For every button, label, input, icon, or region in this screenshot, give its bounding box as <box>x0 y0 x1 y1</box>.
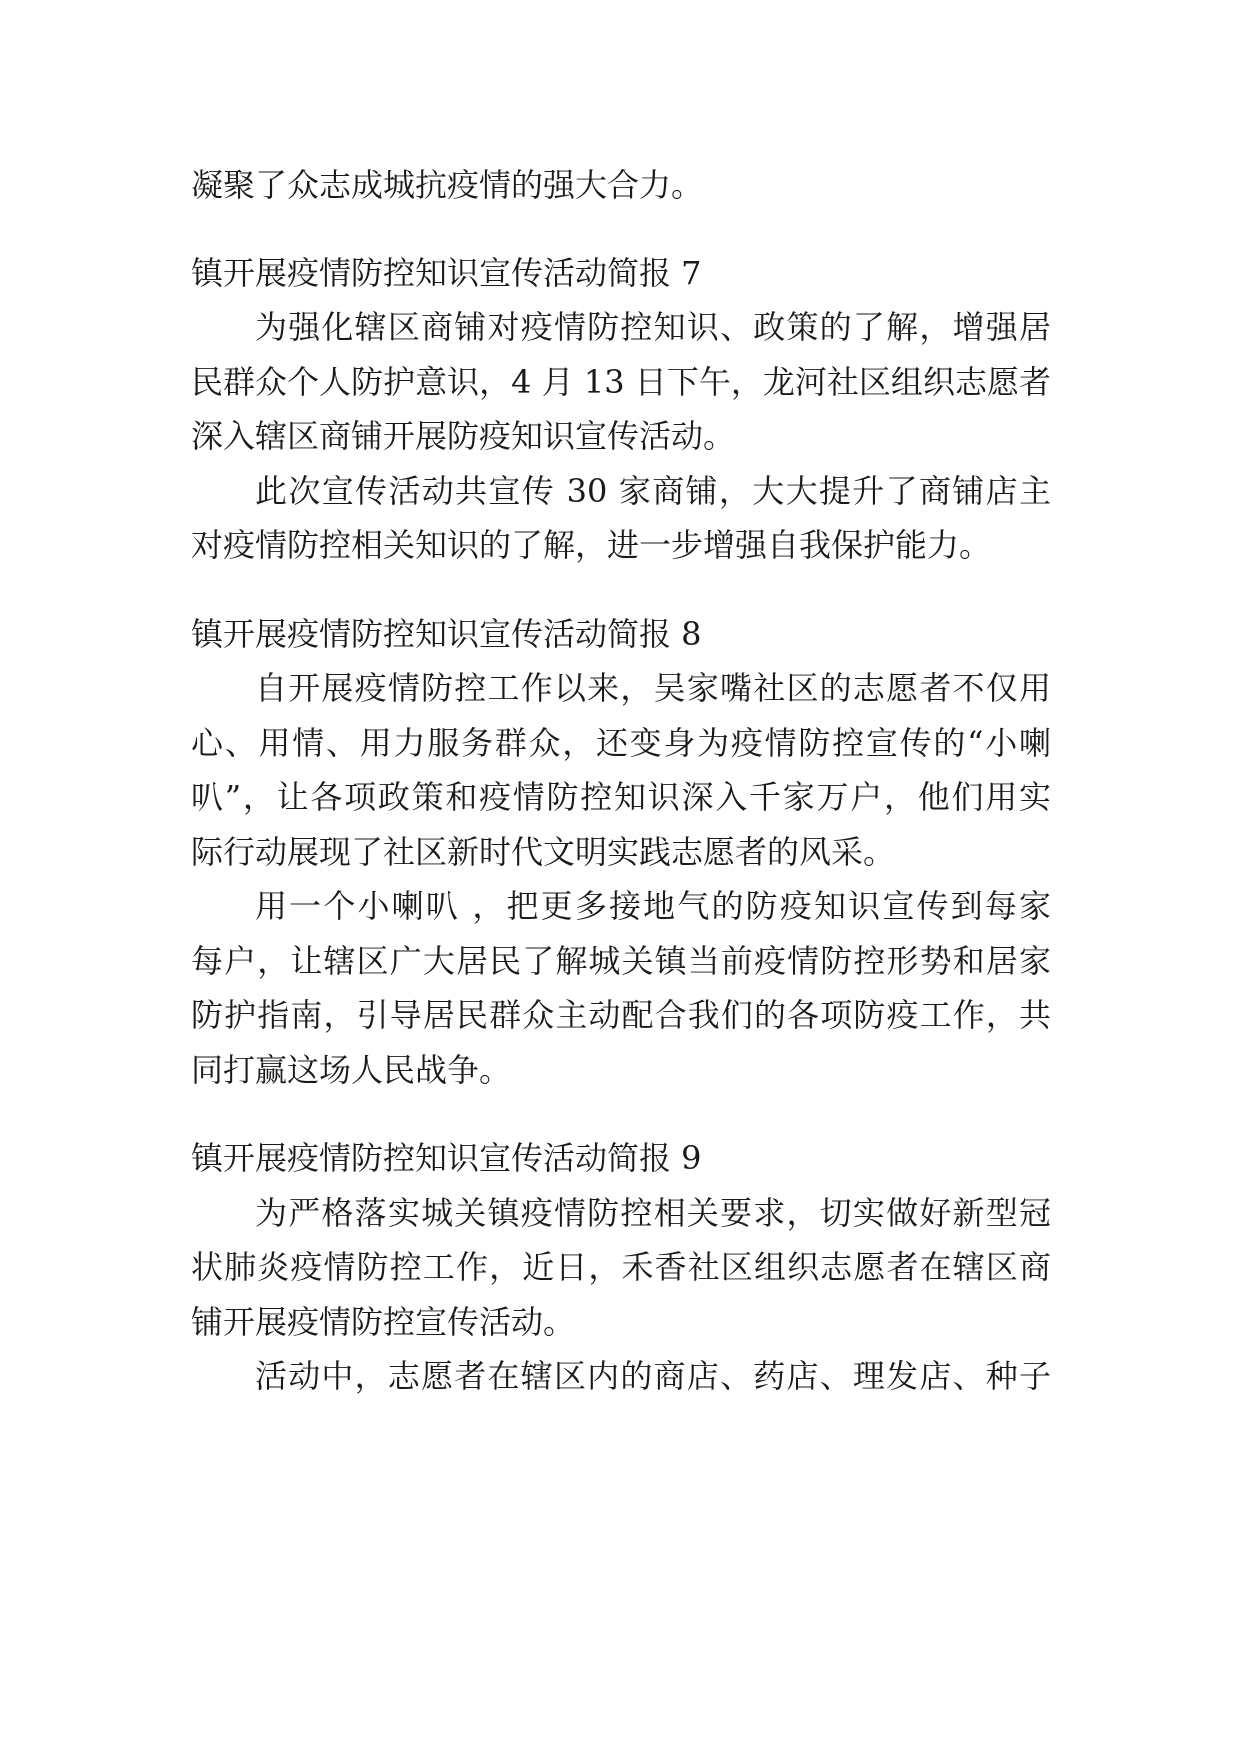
paragraph-line: 深入辖区商铺开展防疫知识宣传活动。 <box>191 417 736 455</box>
paragraph-line: 状肺炎疫情防控工作，近日，禾香社区组织志愿者在辖区商 <box>191 1248 1051 1286</box>
paragraph-line: 铺开展疫情防控宣传活动。 <box>191 1303 576 1341</box>
section-heading-9: 镇开展疫情防控知识宣传活动简报 9 <box>191 1139 702 1177</box>
paragraph-line: 叭”，让各项政策和疫情防控知识深入千家万户，他们用实 <box>191 778 1051 816</box>
paragraph-line: 民群众个人防护意识，4 月 13 日下午，龙河社区组织志愿者 <box>191 363 1051 401</box>
section-heading-8: 镇开展疫情防控知识宣传活动简报 8 <box>191 615 702 653</box>
paragraph-line: 同打赢这场人民战争。 <box>191 1051 512 1089</box>
paragraph-line: 用一个小喇叭 ，把更多接地气的防疫知识宣传到每家 <box>255 887 1051 925</box>
paragraph-line: 对疫情防控相关知识的了解，进一步增强自我保护能力。 <box>191 526 992 564</box>
paragraph-line: 自开展疫情防控工作以来，吴家嘴社区的志愿者不仅用 <box>255 669 1051 707</box>
paragraph-line: 际行动展现了社区新时代文明实践志愿者的风采。 <box>191 833 896 871</box>
paragraph-line: 为强化辖区商铺对疫情防控知识、政策的了解，增强居 <box>255 308 1051 346</box>
paragraph-line: 凝聚了众志成城抗疫情的强大合力。 <box>191 166 704 204</box>
paragraph-line: 防护指南，引导居民群众主动配合我们的各项防疫工作，共 <box>191 996 1051 1034</box>
paragraph-line: 此次宣传活动共宣传 30 家商铺，大大提升了商铺店主 <box>255 472 1051 510</box>
paragraph-line: 心、用情、用力服务群众，还变身为疫情防控宣传的“小喇 <box>191 724 1051 762</box>
paragraph-line: 每户，让辖区广大居民了解城关镇当前疫情防控形势和居家 <box>191 942 1051 980</box>
paragraph-line: 活动中，志愿者在辖区内的商店、药店、理发店、种子 <box>255 1357 1051 1395</box>
paragraph-line: 为严格落实城关镇疫情防控相关要求，切实做好新型冠 <box>255 1194 1051 1232</box>
section-heading-7: 镇开展疫情防控知识宣传活动简报 7 <box>191 254 702 292</box>
